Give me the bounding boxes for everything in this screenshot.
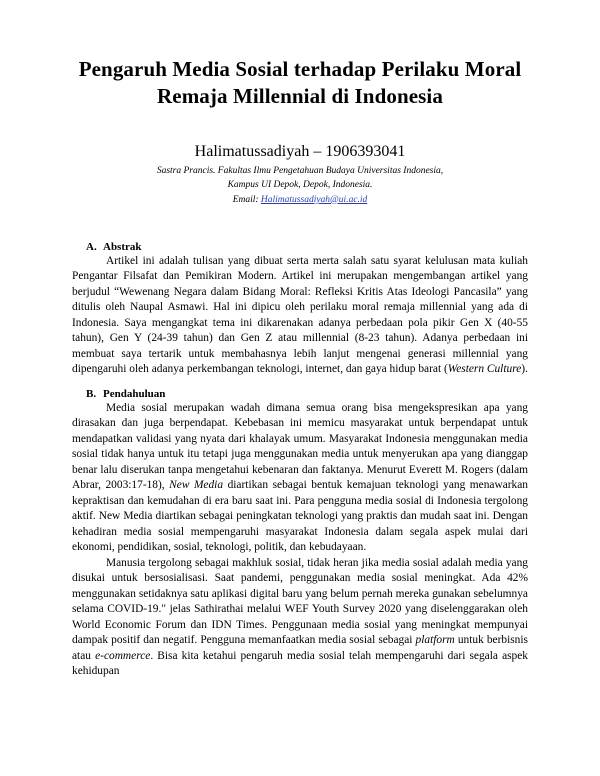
paragraph bbox=[72, 556, 528, 680]
emphasis-text: e-commerce bbox=[95, 649, 151, 662]
paragraph bbox=[72, 401, 528, 556]
sections-container bbox=[72, 241, 528, 680]
section-heading bbox=[72, 241, 528, 253]
email-label: Email: bbox=[232, 194, 261, 205]
author-affiliation bbox=[72, 165, 528, 193]
body-text: diartikan sebagai bentuk kemajuan teknologi yang menawarkan kepraktisan dan kemudahan di era baru saat ini. Para pengguna media sosial di Indonesia tergolong aktif. New Media diartikan sebagai peningkatan teknologi yang praktis dan mudah saat ini. Dengan kehadiran media sosial mempengaruhi masyarakat Indonesia dalam segala aspek mulai dari ekonomi, pendidikan, sosial, teknologi, politik, dan kebudayaan. bbox=[72, 479, 528, 554]
body-text: Media sosial merupakan wadah dimana semua orang bisa mengekspresikan apa yang dirasakan dan juga berpendapat. Kebebasan ini memicu masyarakat untuk berpendapat untuk mendapatkan validasi yang nyata dari khalayak umum. Masyarakat Indonesia menggunakan media sosial tidak hanya untuk itu tetapi juga menggunakan media untuk menyerukan apa yang dianggap benar lalu diserukan tanpa mengetahui kebenaran dan faktanya. Menurut Everett M. Rogers (dalam Abrar, 2003:17-18), bbox=[72, 401, 528, 492]
affiliation-line-2: Kampus UI Depok, Depok, Indonesia. bbox=[227, 179, 373, 190]
section-pendahuluan bbox=[72, 388, 528, 680]
section-title: Pendahuluan bbox=[103, 387, 166, 400]
section-heading bbox=[72, 388, 528, 400]
body-text: untuk berbisnis atau bbox=[72, 634, 528, 662]
body-text: ). bbox=[521, 363, 528, 376]
body-text: Artikel ini adalah tulisan yang dibuat serta merta salah satu syarat kelulusan mata kuliah Pengantar Filsafat dan Pemikiran Modern. Artikel ini merupakan mengembangan artikel yang berjudul “Wewenang Negara dalam Bidang Moral: Refleksi Kritis Atas Ideologi Pancasila” yang ditulis oleh Naupal Asmawi. Hal ini dipicu oleh perilaku moral remaja millennial yang ada di Indonesia. Saya mengangkat tema ini dikarenakan adanya perbedaan pola pikir Gen X (40-55 tahun), Gen Y (24-39 tahun) dan Gen Z atau millennial (8-23 tahun). Adanya perbedaan ini membuat saya tertarik untuk membahasnya lebih lanjut mengenai generasi millennial yang dipengaruhi oleh adanya perkembangan teknologi, internet, dan gaya hidup barat ( bbox=[72, 254, 528, 376]
body-text: . Bisa kita ketahui pengaruh media sosial telah mempengaruhi dari segala aspek kehidupan bbox=[72, 649, 528, 678]
body-text: Manusia tergolong sebagai makhluk sosial, tidak heran jika media sosial adalah media yang disukai untuk bersosialisasi. Saat pandemi, penggunakan media sosial meningkat. Ada 42% menggunakan setidaknya satu aplikasi digital baru yang belum pernah mereka gunakan sebelumnya selama COVID-19." jelas Sathirathai melalui WEF Youth Survey 2020 yang diselenggarakan oleh World Economic Forum dan IDN Times. Penggunaan media sosial yang meningkat mempunyai dampak positif dan negatif. Pengguna memanfaatkan media sosial sebagai bbox=[72, 556, 528, 647]
section-letter: B. bbox=[86, 387, 97, 400]
emphasis-text: New Media bbox=[169, 479, 224, 492]
paragraph bbox=[72, 254, 528, 378]
section-abstrak bbox=[72, 241, 528, 378]
section-body bbox=[72, 254, 528, 378]
section-letter: A. bbox=[86, 240, 97, 253]
email-link[interactable]: Halimatussadiyah@ui.ac.id bbox=[260, 194, 368, 205]
emphasis-text: Western Culture bbox=[447, 363, 522, 376]
affiliation-line-1: Sastra Prancis. Fakultas Ilmu Pengetahuan Budaya Universitas Indonesia, bbox=[156, 166, 444, 177]
section-body bbox=[72, 401, 528, 680]
author-name: Halimatussadiyah – 1906393041 bbox=[194, 142, 406, 160]
section-title: Abstrak bbox=[103, 240, 142, 253]
emphasis-text: platform bbox=[415, 634, 455, 647]
page-title: Pengaruh Media Sosial terhadap Perilaku Moral Remaja Millennial di Indonesia bbox=[78, 57, 522, 109]
author-block bbox=[72, 141, 528, 207]
author-email-line bbox=[72, 193, 528, 207]
